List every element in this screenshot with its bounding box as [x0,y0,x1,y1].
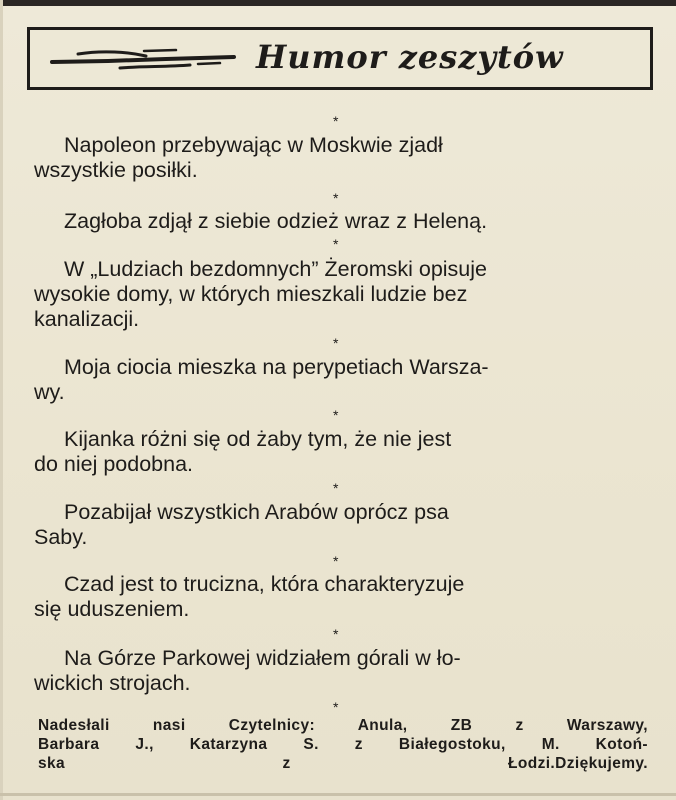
joke-line: Pozabijał wszystkich Arabów oprócz psa [64,500,449,524]
separator-star: * [333,335,339,351]
paper-edge [0,0,3,800]
column-title: Humor zeszytów [256,38,564,76]
joke-line: do niej podobna. [34,452,194,476]
joke-line: Czad jest to trucizna, która charakteryzuje [64,572,465,596]
joke-line: Saby. [34,525,88,549]
separator-star: * [333,553,339,569]
joke-line: Moja ciocia mieszka na perypetiach Warsza- [64,355,489,379]
joke-line: wszystkie posiłki. [34,158,198,182]
pen-stroke-ornament-icon [48,42,238,78]
credits-line: Barbara J., Katarzyna S. z Białegostoku, M. Kotoń- [38,736,648,753]
joke-item [34,355,648,405]
separator-star: * [333,190,339,206]
separator-star: * [333,113,339,129]
credits-line: ska z Łodzi. [38,755,556,772]
joke-line: Zagłoba zdjął z siebie odzież wraz z Heleną. [64,209,488,233]
joke-item [34,133,648,183]
separator-star: * [333,626,339,642]
column-header [27,27,653,90]
joke-item [34,572,648,622]
joke-item [34,646,648,696]
joke-line: się uduszeniem. [34,597,190,621]
separator-star: * [333,236,339,252]
top-rule [0,0,676,6]
separator-star: * [333,699,339,715]
joke-line: Napoleon przebywając w Moskwie zjadł [64,133,443,157]
joke-item [34,500,648,550]
separator-star: * [333,480,339,496]
joke-line: Kijanka różni się od żaby tym, że nie jest [64,427,452,451]
joke-line: kanalizacji. [34,307,140,331]
thanks-note: Dziękujemy. [555,755,648,772]
separator-star: * [333,407,339,423]
joke-item [34,209,648,234]
joke-line: W „Ludziach bezdomnych” Żeromski opisuje [64,257,487,281]
joke-item [34,257,648,332]
joke-line: wysokie domy, w których mieszkali ludzie bez [34,282,468,306]
bottom-rule [0,793,676,796]
joke-item [34,427,648,477]
credits-line: Nadesłali nasi Czytelnicy: Anula, ZB z Warszawy, [38,717,648,734]
joke-line: Na Górze Parkowej widziałem górali w ło- [64,646,461,670]
reader-credits [38,716,648,773]
joke-line: wickich strojach. [34,671,191,695]
joke-line: wy. [34,380,65,404]
